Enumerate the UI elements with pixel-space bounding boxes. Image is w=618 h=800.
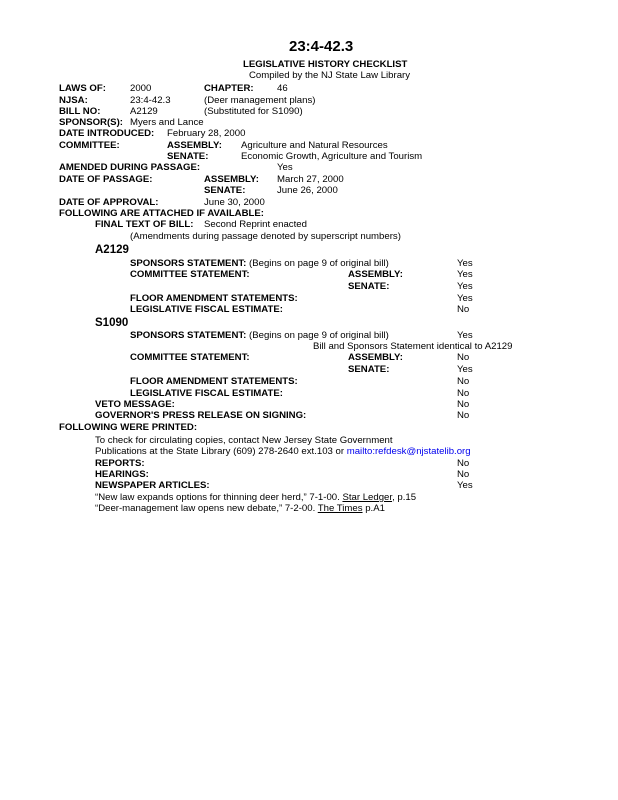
final-text-value: Second Reprint enacted [204,219,307,230]
date-introduced-label: DATE INTRODUCED: [59,128,155,139]
committee-senate-label: SENATE: [167,151,209,162]
printed-line-2-text: Publications at the State Library (609) 278-2640 ext.103 or [95,446,347,457]
a2129-floor-label: FLOOR AMENDMENT STATEMENTS: [130,293,298,304]
hearings-value: No [457,469,470,480]
s1090-sponsors-statement-value: Yes [457,330,473,341]
bill-substituted: (Substituted for S1090) [204,106,303,117]
a2129-floor-value: Yes [457,293,473,304]
s1090-heading: S1090 [95,317,129,329]
article-2-source: The Times [317,503,363,514]
sponsors-label: SPONSOR(S): [59,117,123,128]
veto-label: VETO MESSAGE: [95,399,175,410]
njsa-description: (Deer management plans) [204,95,316,106]
newspaper-label: NEWSPAPER ARTICLES: [95,480,210,491]
a2129-sponsors-statement-value: Yes [457,258,473,269]
s1090-sponsors-statement-label: SPONSORS STATEMENT: [130,330,247,341]
amended-value: Yes [277,162,293,173]
date-passage-label: DATE OF PASSAGE: [59,174,153,185]
s1090-assembly-label: ASSEMBLY: [348,352,403,363]
chapter-value: 46 [277,83,288,94]
article-2-text: “Deer-management law opens new debate,” 7-2-00. [95,503,318,514]
page-title: 23:4-42.3 [289,38,354,55]
final-text-label: FINAL TEXT OF BILL: [95,219,194,230]
committee-senate-value: Economic Growth, Agriculture and Tourism [241,151,423,162]
s1090-sponsors-statement [130,330,389,341]
sponsors-value: Myers and Lance [130,117,204,128]
a2129-senate-label: SENATE: [348,281,390,292]
a2129-senate-value: Yes [457,281,473,292]
hearings-label: HEARINGS: [95,469,149,480]
laws-of-value: 2000 [130,83,152,94]
article-1-source: Star Ledger [342,492,393,503]
bill-no-label: BILL NO: [59,106,101,117]
s1090-fiscal-label: LEGISLATIVE FISCAL ESTIMATE: [130,388,283,399]
committee-assembly-value: Agriculture and Natural Resources [241,140,388,151]
passage-senate-label: SENATE: [204,185,246,196]
veto-value: No [457,399,470,410]
article-2 [95,503,385,514]
date-approval-label: DATE OF APPROVAL: [59,197,159,208]
s1090-floor-label: FLOOR AMENDMENT STATEMENTS: [130,376,298,387]
date-approval-value: June 30, 2000 [204,197,265,208]
press-release-value: No [457,410,470,421]
a2129-sponsors-statement-label: SPONSORS STATEMENT: [130,258,247,269]
a2129-sponsors-statement [130,258,389,269]
article-2-page: p.A1 [362,503,385,514]
a2129-heading: A2129 [95,244,129,256]
s1090-identical-note: Bill and Sponsors Statement identical to A2129 [313,341,513,352]
date-introduced-value: February 28, 2000 [167,128,246,139]
article-1-page: , p.15 [392,492,417,503]
laws-of-label: LAWS OF: [59,83,106,94]
article-1 [95,492,416,503]
press-release-label: GOVERNOR'S PRESS RELEASE ON SIGNING: [95,410,307,421]
s1090-senate-value: Yes [457,364,473,375]
attached-heading: FOLLOWING ARE ATTACHED IF AVAILABLE: [59,208,264,219]
chapter-label: CHAPTER: [204,83,254,94]
a2129-assembly-label: ASSEMBLY: [348,269,403,280]
a2129-assembly-value: Yes [457,269,473,280]
a2129-fiscal-label: LEGISLATIVE FISCAL ESTIMATE: [130,304,283,315]
s1090-committee-statement-label: COMMITTEE STATEMENT: [130,352,250,363]
njsa-label: NJSA: [59,95,88,106]
passage-senate-value: June 26, 2000 [277,185,338,196]
s1090-sponsors-statement-note: (Begins on page 9 of original bill) [249,330,389,341]
document-subtitle: LEGISLATIVE HISTORY CHECKLIST [243,59,408,70]
article-1-text: “New law expands options for thinning deer herd,” 7-1-00. [95,492,343,503]
passage-assembly-value: March 27, 2000 [277,174,344,185]
a2129-committee-statement-label: COMMITTEE STATEMENT: [130,269,250,280]
s1090-fiscal-value: No [457,388,470,399]
final-text-note: (Amendments during passage denoted by superscript numbers) [130,231,401,242]
reports-value: No [457,458,470,469]
a2129-sponsors-statement-note: (Begins on page 9 of original bill) [249,258,389,269]
compiled-by: Compiled by the NJ State Law Library [249,70,411,81]
a2129-fiscal-value: No [457,304,470,315]
s1090-assembly-value: No [457,352,470,363]
s1090-senate-label: SENATE: [348,364,390,375]
printed-heading: FOLLOWING WERE PRINTED: [59,422,198,433]
refdesk-email-link[interactable]: mailto:refdesk@njstatelib.org [346,446,471,457]
amended-label: AMENDED DURING PASSAGE: [59,162,201,173]
s1090-floor-value: No [457,376,470,387]
passage-assembly-label: ASSEMBLY: [204,174,259,185]
printed-line-2 [95,446,471,457]
bill-no-value: A2129 [130,106,158,117]
newspaper-value: Yes [457,480,473,491]
printed-line-1: To check for circulating copies, contact New Jersey State Government [95,435,393,446]
reports-label: REPORTS: [95,458,145,469]
njsa-value: 23:4-42.3 [130,95,171,106]
committee-label: COMMITTEE: [59,140,120,151]
committee-assembly-label: ASSEMBLY: [167,140,222,151]
